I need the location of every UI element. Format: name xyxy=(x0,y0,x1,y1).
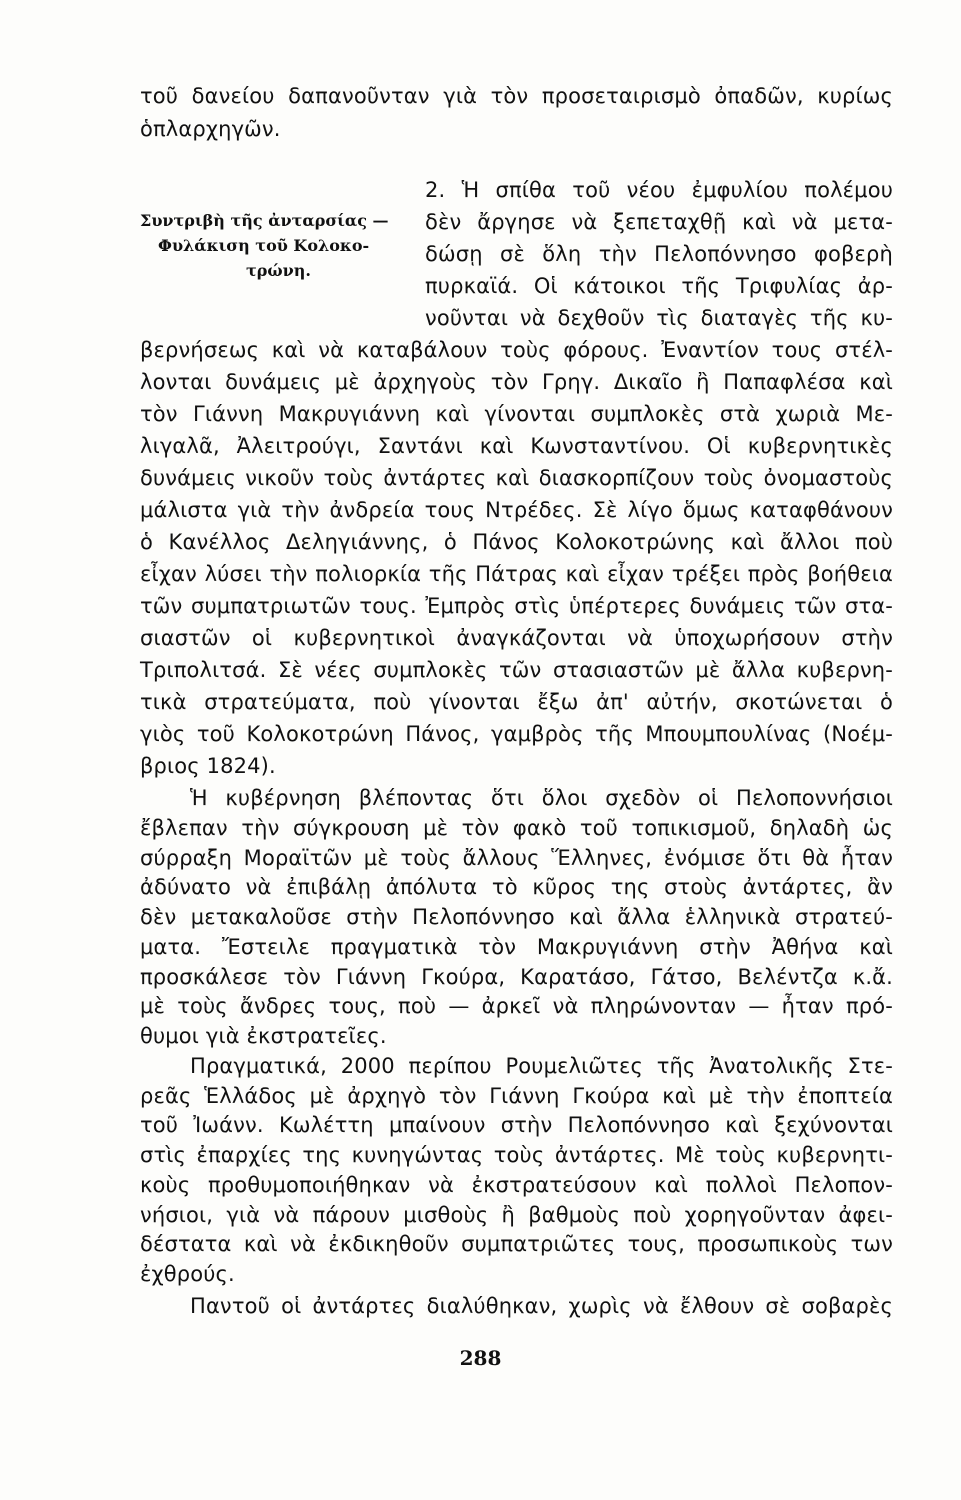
text-line: ὁ Κανέλλος Δεληγιάννης, ὁ Πάνος Κολοκοτρώνης καὶ ἄλλοι ποὺ xyxy=(140,530,893,554)
text-line: ἐχθρούς. xyxy=(140,1262,235,1286)
text-line: δυνάμεις νικοῦν τοὺς ἀντάρτες καὶ διασκορπίζουν τοὺς ὀνομαστοὺς xyxy=(140,466,893,490)
text-line: Παντοῦ οἱ ἀντάρτες διαλύθηκαν, χωρὶς νὰ ἔλθουν σὲ σοβαρὲς xyxy=(190,1294,893,1318)
text-line: ὁπλαρχηγῶν. xyxy=(140,117,281,141)
text-line: δὲν ἄργησε νὰ ξεπεταχθῇ καὶ νὰ μετα- xyxy=(425,210,893,234)
text-line: μὲ τοὺς ἄνδρες τους, ποὺ — ἀρκεῖ νὰ πληρώνονταν — ἦταν πρό- xyxy=(140,994,893,1018)
page-number: 288 xyxy=(459,1346,502,1370)
text-line: τοῦ δανείου δαπανοῦνταν γιὰ τὸν προσεταιρισμὸ ὀπαδῶν, κυρίως xyxy=(140,84,893,108)
text-line: θυμοι γιὰ ἐκστρατεῖες. xyxy=(140,1024,387,1048)
text-line: ματα. Ἔστειλε πραγματικὰ τὸν Μακρυγιάννη στὴν Ἀθήνα καὶ xyxy=(140,935,893,959)
text-line: τικὰ στρατεύματα, ποὺ γίνονται ἔξω ἀπ' αὐτήν, σκοτώνεται ὁ xyxy=(140,690,893,714)
text-line: ἔβλεπαν τὴν σύγκρουση μὲ τὸν φακὸ τοῦ τοπικισμοῦ, δηλαδὴ ὡς xyxy=(140,816,893,840)
text-line: γιὸς τοῦ Κολοκοτρώνη Πάνος, γαμβρὸς τῆς Μπουμπουλίνας (Νοέμ- xyxy=(140,722,893,746)
text-line: Πραγματικά, 2000 περίπου Ρουμελιῶτες τῆς Ἀνατολικῆς Στε- xyxy=(190,1054,893,1078)
text-line: λονται δυνάμεις μὲ ἀρχηγοὺς τὸν Γρηγ. Δικαῖο ἢ Παπαφλέσα καὶ xyxy=(140,370,893,394)
text-line: τὸν Γιάννη Μακρυγιάννη καὶ γίνονται συμπλοκὲς στὰ χωριὰ Με- xyxy=(140,402,893,426)
text-line: δὲν μετακαλοῦσε στὴν Πελοπόννησο καὶ ἄλλα ἑλληνικὰ στρατεύ- xyxy=(140,905,893,929)
margin-note-line: Συντριβὴ τῆς ἀνταρσίας — xyxy=(140,211,389,230)
text-line: στὶς ἐπαρχίες της κυνηγώντας τοὺς ἀντάρτες. Μὲ τοὺς κυβερνητι- xyxy=(140,1143,893,1167)
text-line: Ἡ κυβέρνηση βλέποντας ὅτι ὅλοι σχεδὸν οἱ Πελοποννήσιοι xyxy=(190,786,893,810)
margin-note-line: τρώνη. xyxy=(246,261,311,280)
text-line: βερνήσεως καὶ νὰ καταβάλουν τοὺς φόρους. Ἐναντίον τους στέλ- xyxy=(140,338,893,362)
text-line: λιγαλᾶ, Ἀλειτρούγι, Σαντάνι καὶ Κωνσταντίνου. Οἱ κυβερνητικὲς xyxy=(140,434,893,458)
text-line: μάλιστα γιὰ τὴν ἀνδρεία τους Ντρέδες. Σὲ λίγο ὅμως καταφθάνουν xyxy=(140,498,893,522)
text-line: τοῦ Ἰωάνν. Κωλέττη μπαίνουν στὴν Πελοπόννησο καὶ ξεχύνονται xyxy=(140,1113,893,1137)
text-line: βριος 1824). xyxy=(140,754,276,778)
margin-note-line: Φυλάκιση τοῦ Κολοκο- xyxy=(158,236,370,255)
text-line: νήσιοι, γιὰ νὰ πάρουν μισθοὺς ἢ βαθμοὺς ποὺ χορηγοῦνταν ἀφει- xyxy=(140,1203,893,1227)
text-line: ἀδύνατο νὰ ἐπιβάλῃ ἀπόλυτα τὸ κῦρος της στοὺς ἀντάρτες, ἂν xyxy=(140,875,893,899)
text-line: σύρραξη Μοραϊτῶν μὲ τοὺς ἄλλους Ἕλληνες, ἐνόμισε ὅτι θὰ ἦταν xyxy=(140,846,893,870)
text-line: σιαστῶν οἱ κυβερνητικοὶ ἀναγκάζονται νὰ ὑποχωρήσουν στὴν xyxy=(140,626,893,650)
text-line: 2. Ἡ σπίθα τοῦ νέου ἐμφυλίου πολέμου xyxy=(425,178,893,202)
text-line: κοὺς προθυμοποιήθηκαν νὰ ἐκστρατεύσουν καὶ πολλοὶ Πελοπον- xyxy=(140,1173,893,1197)
text-line: προσκάλεσε τὸν Γιάννη Γκούρα, Καρατάσο, Γάτσο, Βελέντζα κ.ἄ. xyxy=(140,965,893,989)
text-line: δέστατα καὶ νὰ ἐκδικηθοῦν συμπατριῶτες τους, προσωπικοὺς των xyxy=(140,1232,893,1256)
text-line: νοῦνται νὰ δεχθοῦν τὶς διαταγὲς τῆς κυ- xyxy=(425,306,893,330)
text-line: ρεᾶς Ἑλλάδος μὲ ἀρχηγὸ τὸν Γιάννη Γκούρα καὶ μὲ τὴν ἐποπτεία xyxy=(140,1084,893,1108)
text-line: εἶχαν λύσει τὴν πολιορκία τῆς Πάτρας καὶ εἶχαν τρέξει πρὸς βοήθεια xyxy=(140,562,893,586)
text-line: δώσῃ σὲ ὅλη τὴν Πελοπόννησο φοβερὴ xyxy=(425,242,893,266)
text-line: Τριπολιτσά. Σὲ νέες συμπλοκὲς τῶν στασιαστῶν μὲ ἄλλα κυβερνη- xyxy=(140,658,893,682)
text-line: πυρκαϊά. Οἱ κάτοικοι τῆς Τριφυλίας ἀρ- xyxy=(425,274,893,298)
text-line: τῶν συμπατριωτῶν τους. Ἐμπρὸς στὶς ὑπέρτερες δυνάμεις τῶν στα- xyxy=(140,594,893,618)
